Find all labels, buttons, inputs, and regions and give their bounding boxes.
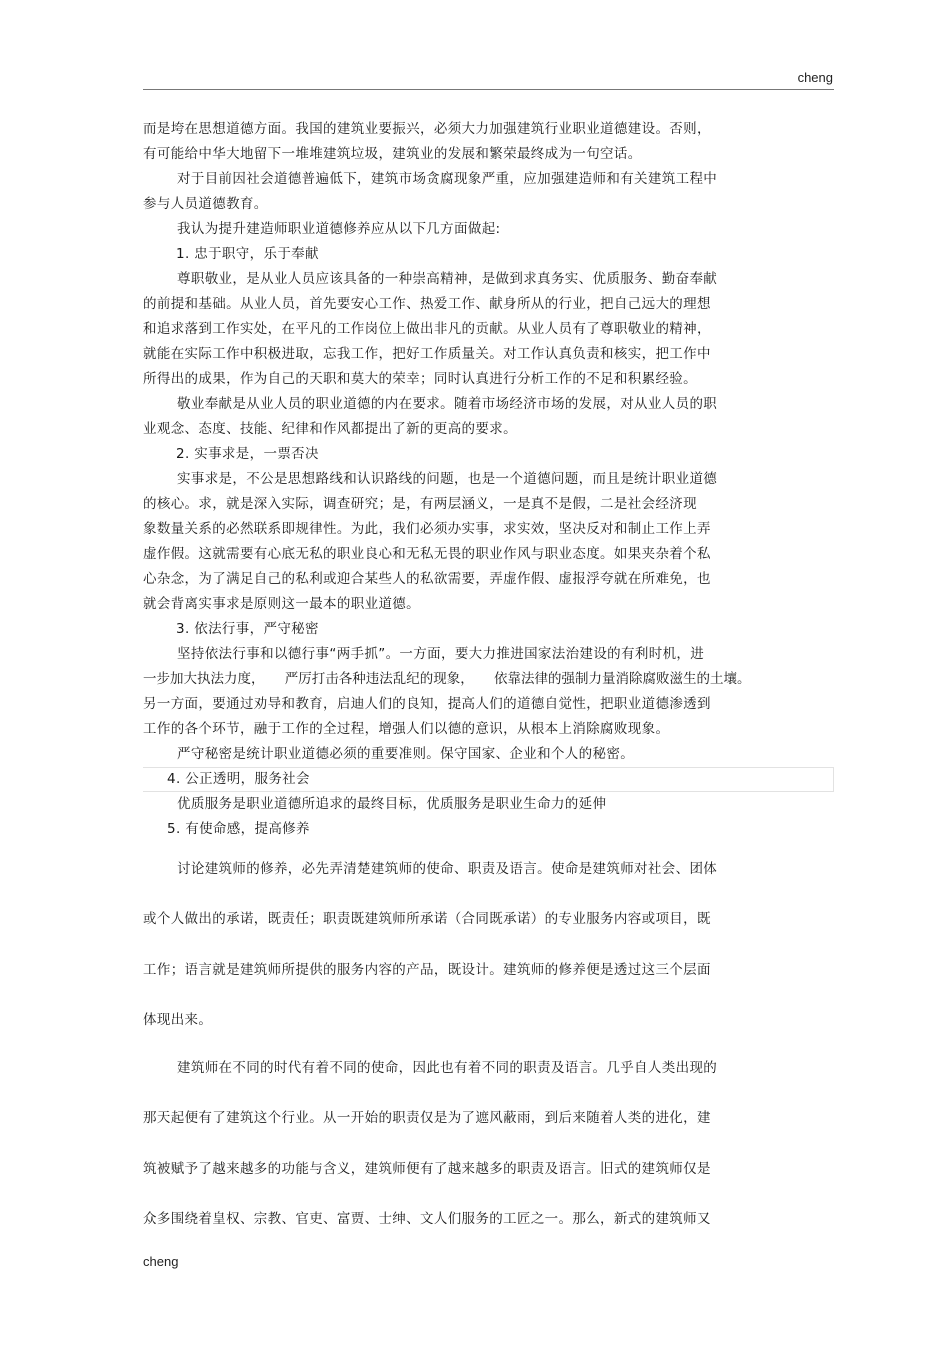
body-line: 参与人员道德教育。 — [143, 196, 268, 212]
body-line: 严守秘密是统计职业道德必须的重要准则。保守国家、企业和个人的秘密。 — [177, 746, 635, 762]
body-line: 和追求落到工作实处，在平凡的工作岗位上做出非凡的贡献。从业人员有了尊职敬业的精神， — [143, 321, 711, 337]
header-divider — [143, 89, 834, 90]
section-heading: 4. 公正透明，服务社会 — [167, 771, 310, 787]
section-heading: 2. 实事求是，一票否决 — [176, 446, 319, 462]
body-line: 业观念、态度、技能、纪律和作风都提出了新的更高的要求。 — [143, 421, 517, 437]
body-line: 建筑师在不同的时代有着不同的使命，因此也有着不同的职责及语言。几乎自人类出现的 — [177, 1060, 718, 1076]
body-line: 心杂念，为了满足自己的私利或迎合某些人的私欲需要，弄虚作假、虚报浮夸就在所难免，也 — [143, 571, 711, 587]
body-line: 就会背离实事求是原则这一最本的职业道德。 — [143, 596, 420, 612]
body-line: 众多围绕着皇权、宗教、官吏、富贾、士绅、文人们服务的工匠之一。那么，新式的建筑师又 — [143, 1211, 711, 1227]
body-line: 工作；语言就是建筑师所提供的服务内容的产品，既设计。建筑师的修养便是透过这三个层面 — [143, 962, 711, 978]
body-line: 工作的各个环节，融于工作的全过程，增强人们以德的意识，从根本上消除腐败现象。 — [143, 721, 670, 737]
body-line: 所得出的成果，作为自己的天职和莫大的荣幸；同时认真进行分析工作的不足和积累经验。 — [143, 371, 697, 387]
body-line: 象数量关系的必然联系即规律性。为此，我们必须办实事，求实效，坚决反对和制止工作上弄 — [143, 521, 711, 537]
body-line: 虚作假。这就需要有心底无私的职业良心和无私无畏的职业作风与职业态度。如果夹杂着个私 — [143, 546, 711, 562]
body-line: 筑被赋予了越来越多的功能与含义，建筑师便有了越来越多的职责及语言。旧式的建筑师仅是 — [143, 1161, 711, 1177]
page-header: cheng — [797, 70, 833, 85]
body-line: 体现出来。 — [143, 1012, 213, 1028]
section-heading: 1. 忠于职守，乐于奉献 — [176, 246, 319, 262]
body-line: 敬业奉献是从业人员的职业道德的内在要求。随着市场经济市场的发展，对从业人员的职 — [177, 396, 718, 412]
body-line: 的前提和基础。从业人员，首先要安心工作、热爱工作、献身所从的行业，把自己远大的理想 — [143, 296, 711, 312]
body-line: 坚持依法行事和以德行事“两手抓”。一方面，要大力推进国家法治建设的有利时机，进 — [177, 646, 705, 662]
body-line: 有可能给中华大地留下一堆堆建筑垃圾，建筑业的发展和繁荣最终成为一句空话。 — [143, 146, 642, 162]
page-footer: cheng — [143, 1254, 179, 1269]
body-line: 的核心。求，就是深入实际，调查研究；是，有两层涵义，一是真不是假，二是社会经济现 — [143, 496, 697, 512]
body-line: 讨论建筑师的修养，必先弄清楚建筑师的使命、职责及语言。使命是建筑师对社会、团体 — [177, 861, 718, 877]
body-line: 另一方面，要通过劝导和教育，启迪人们的良知，提高人们的道德自觉性，把职业道德渗透到 — [143, 696, 711, 712]
body-line: 那天起便有了建筑这个行业。从一开始的职责仅是为了遮风蔽雨，到后来随着人类的进化，建 — [143, 1110, 711, 1126]
body-line: 对于目前因社会道德普遍低下，建筑市场贪腐现象严重，应加强建造师和有关建筑工程中 — [177, 171, 718, 187]
body-line: 我认为提升建造师职业道德修养应从以下几方面做起: — [177, 221, 501, 237]
body-line: 尊职敬业，是从业人员应该具备的一种崇高精神，是做到求真务实、优质服务、勤奋奉献 — [177, 271, 718, 287]
section-heading: 3. 依法行事，严守秘密 — [176, 621, 319, 637]
body-line: 而是垮在思想道德方面。我国的建筑业要振兴，必须大力加强建筑行业职业道德建设。否则， — [143, 121, 711, 137]
body-line: 优质服务是职业道德所追求的最终目标，优质服务是职业生命力的延伸 — [177, 796, 607, 812]
body-line: 就能在实际工作中积极进取，忘我工作，把好工作质量关。对工作认真负责和核实，把工作中 — [143, 346, 711, 362]
body-line: 或个人做出的承诺，既责任；职责既建筑师所承诺（合同既承诺）的专业服务内容或项目，既 — [143, 911, 711, 927]
section-heading: 5. 有使命感，提高修养 — [167, 821, 310, 837]
body-line: 实事求是，不公是思想路线和认识路线的问题，也是一个道德问题，而且是统计职业道德 — [177, 471, 718, 487]
body-line: 一步加大执法力度， 严厉打击各种违法乱纪的现象， 依靠法律的强制力量消除腐败滋生的土壤。 — [143, 671, 751, 687]
